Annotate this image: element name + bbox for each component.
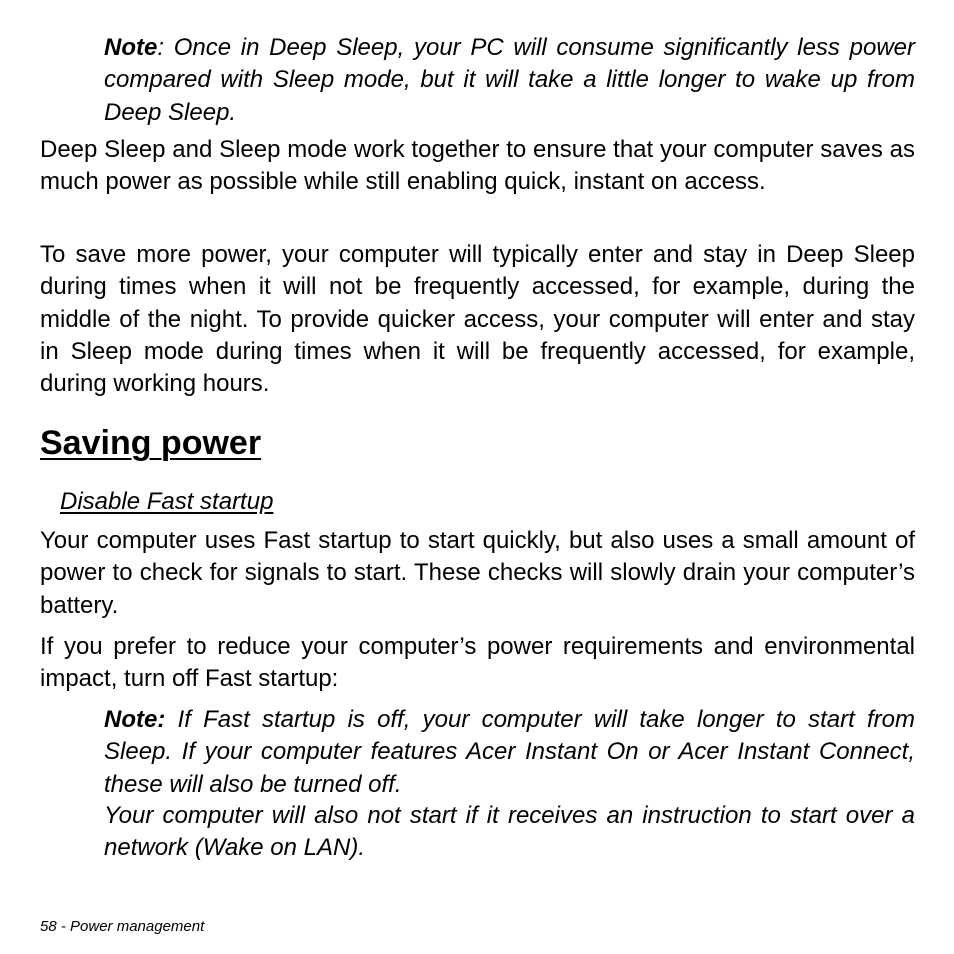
- note-label: Note:: [104, 706, 166, 733]
- paragraph-fast-startup: Your computer uses Fast startup to start quickly, but also uses a small amount of power to check for signals to start. These checks will slowly drain your computer’s battery.: [40, 527, 915, 619]
- section-heading-saving-power: Saving power: [40, 424, 262, 462]
- note-deep-sleep: [104, 32, 915, 129]
- paragraph-deep-sleep-together: Deep Sleep and Sleep mode work together to ensure that your computer saves as much power as possible while still enabling quick, instant on access.: [40, 136, 915, 196]
- note-label: Note: [104, 34, 158, 61]
- paragraph-save-more-power: To save more power, your computer will typically enter and stay in Deep Sleep during times when it will not be frequently accessed, for example, during the middle of the night. To provide quicker access, your computer will enter and stay in Sleep mode during times when it will be frequently accessed, for example, during working hours.: [40, 241, 915, 398]
- note-wake-on-lan: Your computer will also not start if it receives an instruction to start over a network (Wake on LAN).: [104, 802, 915, 862]
- note-text: If Fast startup is off, your computer will take longer to start from Sleep. If your computer features Acer Instant On or Acer Instant Connect, these will also be turned off.: [104, 706, 915, 798]
- note-fast-startup-off: [104, 704, 915, 801]
- paragraph-reduce-power: If you prefer to reduce your computer’s power requirements and environmental impact, turn off Fast startup:: [40, 633, 915, 693]
- subheading-disable-fast-startup: Disable Fast startup: [60, 488, 274, 515]
- note-text: : Once in Deep Sleep, your PC will consume significantly less power compared with Sleep mode, but it will take a little longer to wake up from Deep Sleep.: [104, 34, 915, 126]
- page-footer: 58 - Power management: [40, 918, 205, 935]
